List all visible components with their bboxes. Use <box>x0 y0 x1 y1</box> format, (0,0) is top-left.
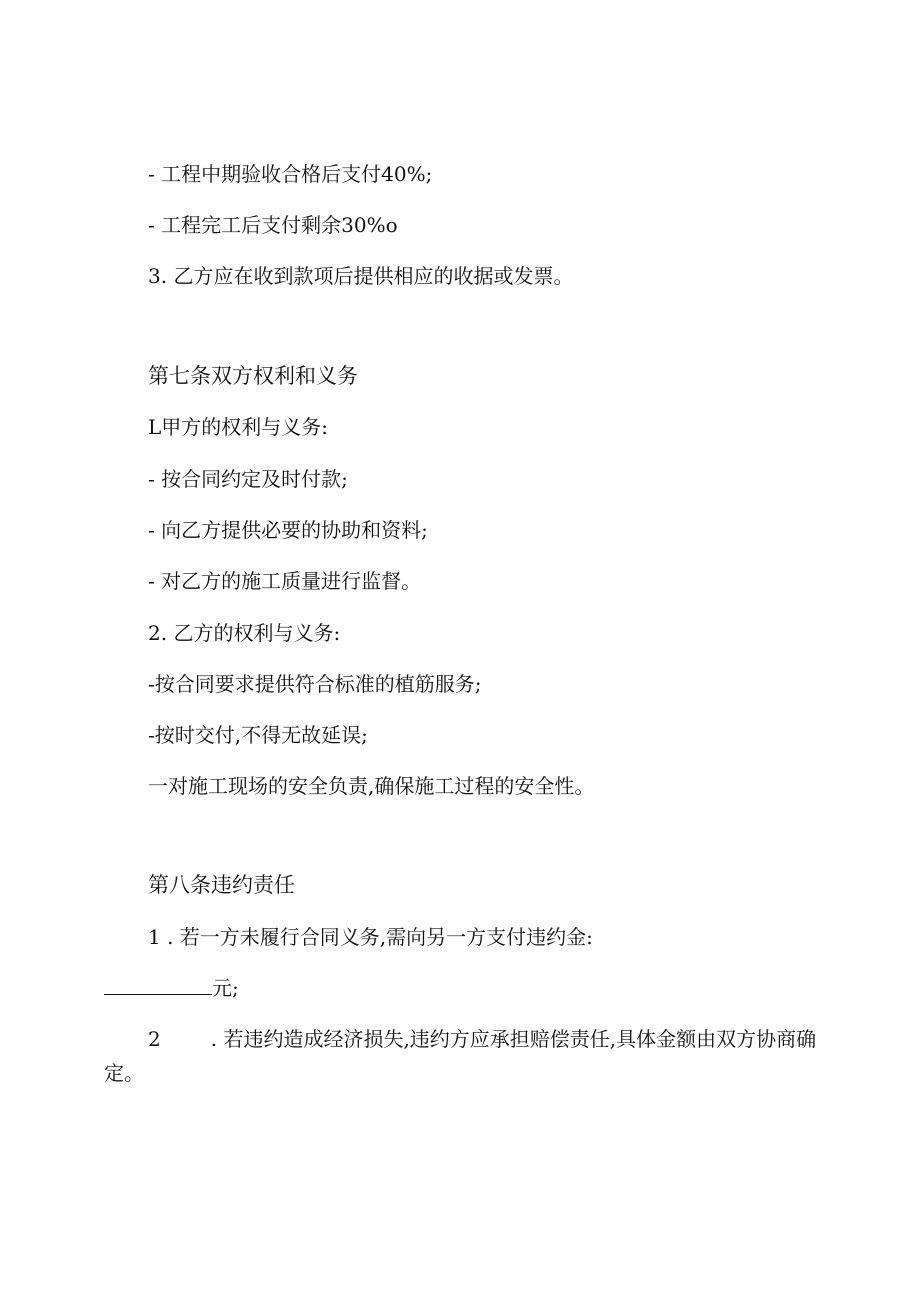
article-seven-heading: 第七条双方权利和义务 <box>148 364 358 388</box>
party-a-item-3: - 对乙方的施工质量进行监督。 <box>148 569 422 593</box>
party-b-item-3: 一对施工现场的安全负责,确保施工过程的安全性。 <box>148 774 595 798</box>
amount-blank <box>104 974 212 995</box>
party-a-item-1: - 按合同约定及时付款; <box>148 467 348 491</box>
amount-unit: 元; <box>212 976 239 1000</box>
penalty-clause-2 <box>104 1022 820 1090</box>
party-a-item-2: - 向乙方提供必要的协助和资料; <box>148 518 428 542</box>
party-b-item-2: -按时交付,不得无故延误; <box>148 723 368 747</box>
party-b-heading: 2. 乙方的权利与义务: <box>148 621 341 645</box>
penalty-clause-2-number: 2 <box>148 1027 161 1051</box>
penalty-clause-2-text: . 若违约造成经济损失,违约方应承担赔偿责任,具体金额由双方协商确定。 <box>104 1027 817 1085</box>
penalty-amount-line <box>104 974 239 1002</box>
article-eight-heading: 第八条违约责任 <box>148 873 295 897</box>
penalty-clause-1: 1 . 若一方未履行合同义务,需向另一方支付违约金: <box>148 925 593 949</box>
payment-clause-final: - 工程完工后支付剩余30%o <box>148 213 398 237</box>
receipt-clause: 3. 乙方应在收到款项后提供相应的收据或发票。 <box>148 264 574 288</box>
party-b-item-1: -按合同要求提供符合标准的植筋服务; <box>148 672 482 696</box>
payment-clause-mid: - 工程中期验收合格后支付40%; <box>148 162 433 186</box>
party-a-heading: L甲方的权利与义务: <box>148 415 329 439</box>
